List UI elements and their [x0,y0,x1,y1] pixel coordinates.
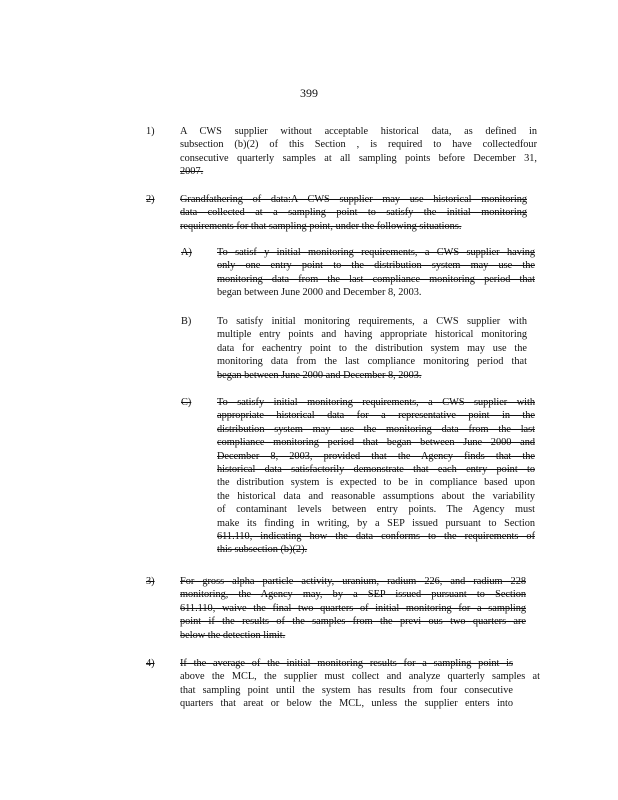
line: December 8, 2003, provided that the Agency finds that the [217,450,535,462]
item-label: 1) [146,126,155,137]
line: began between June 2000 and December 8, 2003. [217,287,422,299]
line: subsection (b)(2) of this Section , is required to have collectedfour [180,139,537,151]
line: that sampling point until the system has results from four consecutive [180,684,513,696]
line: data collected at a sampling point to satisfy the initial monitoring [180,207,527,219]
line: 611.110, waive the final two quarters of initial monitoring for a sampling [180,602,526,614]
line: To satisfy initial monitoring requirements, a CWS supplier with [217,397,535,408]
line: of contaminant levels between entry points. The Agency must [217,504,535,516]
line: above the MCL, the supplier must collect and analyze quarterly samples at [180,671,540,683]
line: appropriate historical data for a representative point in the [217,410,535,422]
line: 2007. [180,166,204,178]
item-label: C) [181,397,192,408]
item-label: B) [181,316,192,327]
line: monitoring data from the last compliance monitoring period that [217,356,527,368]
line: below the detection limit. [180,629,286,641]
line: A CWS supplier without acceptable historical data, as defined in [180,126,537,137]
line: monitoring, the Agency may, by a SEP issued pursuant to Section [180,589,526,601]
line: only one entry point to the distribution system may use the [217,260,535,272]
line: make its finding in writing, by a SEP issued pursuant to Section [217,517,535,529]
line: distribution system may use the monitoring data from the last [217,423,535,435]
line: point if the results of the samples from the previ ous two quarters are [180,616,526,628]
line: 611.110, indicating how the data conforms to the requirements of [217,531,535,543]
line: requirements for that sampling point, under the following situations. [180,220,462,232]
item-label: 2) [146,194,155,205]
line: this subsection (b)(2). [217,544,308,556]
line: If the average of the initial monitoring results for a sampling point is [180,658,513,669]
line: began between June 2000 and December 8, 2003. [217,369,422,381]
line: the historical data and reasonable assumptions about the variability [217,490,535,502]
line: the distribution system is expected to be in compliance based upon [217,477,535,489]
page-number: 399 [300,86,318,100]
line: For gross alpha particle activity, uranium, radium 226, and radium 228 [180,576,526,587]
line: Grandfathering of data:A CWS supplier may use historical monitoring [180,194,527,205]
line: data for eachentry point to the distribution system may use the [217,342,527,354]
item-label: A) [181,247,192,258]
line: quarters that areat or below the MCL, unless the supplier enters into [180,698,513,710]
line: multiple entry points and having appropriate historical monitoring [217,329,527,341]
line: compliance monitoring period that began between June 2000 and [217,437,535,449]
line: To satisf y initial monitoring requirements, a CWS supplier having [217,247,535,258]
line: To satisfy initial monitoring requirements, a CWS supplier with [217,316,527,327]
item-label: 4) [146,658,155,669]
line: historical data satisfactorily demonstrate that each entry point to [217,464,535,476]
line: consecutive quarterly samples at all sampling points before December 31, [180,152,537,164]
item-label: 3) [146,576,155,587]
line: monitoring data from the last compliance monitoring period that [217,273,535,285]
